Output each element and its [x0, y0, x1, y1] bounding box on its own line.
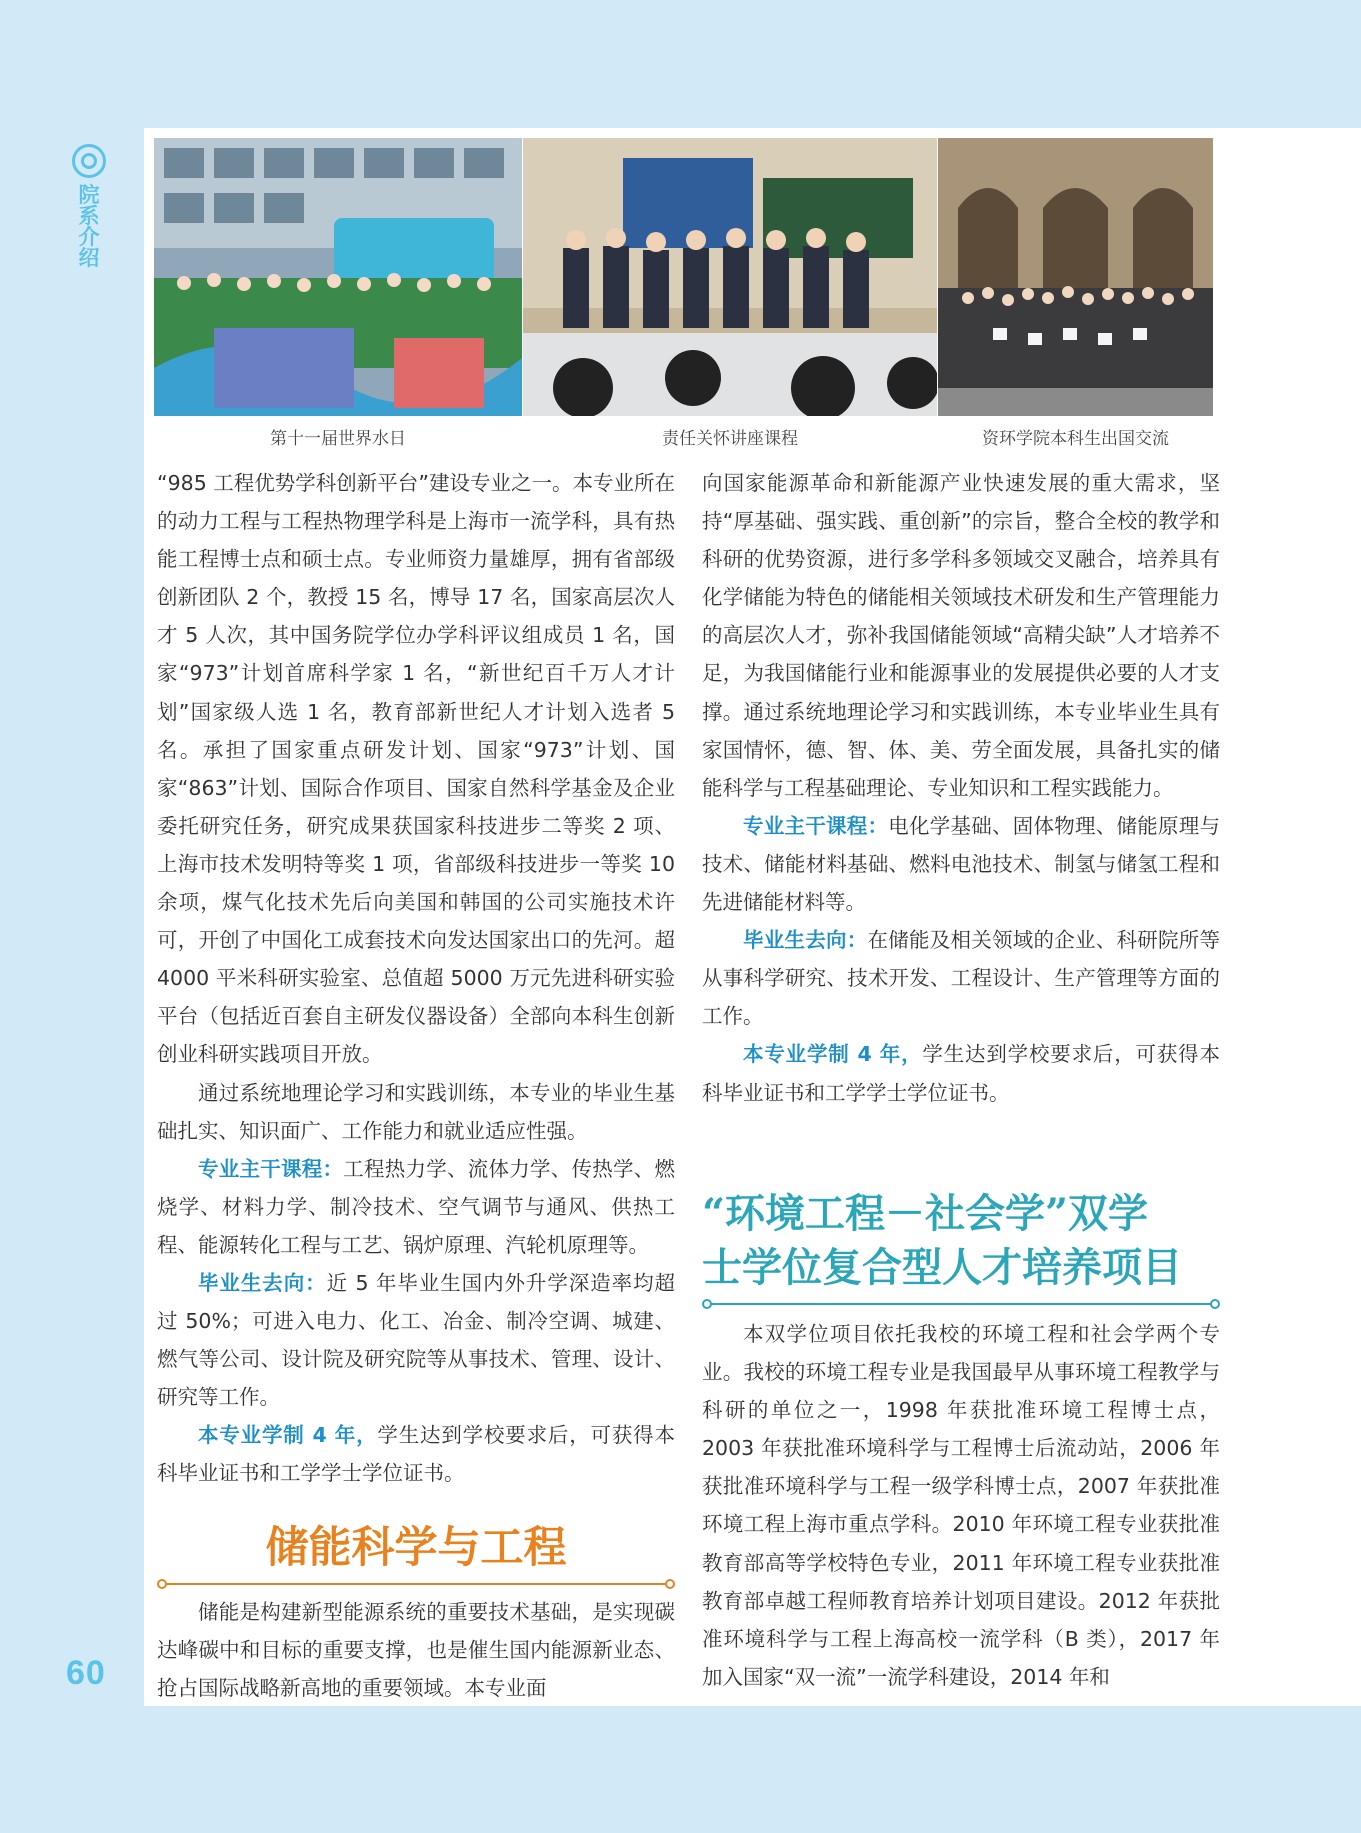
caption-photo-2: 责任关怀讲座课程 [662, 429, 798, 449]
section-divider [165, 1583, 667, 1585]
right-column-continued [702, 1315, 1220, 1696]
paragraph: 本双学位项目依托我校的环境工程和社会学两个专业。我校的环境工程专业是我国最早从事环境工程教学与科研的单位之一，1998 年获批准环境工程博士点，2003 年获批准环境科学与工程博士后流动站，2006 年获批准环境科学与工程一级学科博士点，2007 年获批准环境工程上海市重点学科。2010 年环境工程专业获批准教育部高等学校特色专业，2011 年环境工程专业获批准教育部卓越工程师教育培养计划项目建设。2012 年获批准环境科学与工程上海高校一流学科（B 类），2017 年加入国家“双一流”一流学科建设，2014 年和 [702, 1322, 1220, 1689]
paragraph: 储能是构建新型能源系统的重要技术基础，是实现碳达峰碳中和目标的重要支撑，也是催生国内能源新业态、抢占国际战略新高地的重要领域。本专业面 [157, 1600, 675, 1701]
section-title-energy-storage: 储能科学与工程 [265, 1523, 567, 1573]
paragraph: “985 工程优势学科创新平台”建设专业之一。本专业所在的动力工程与工程热物理学科是上海市一流学科，具有热能工程博士点和硕士点。专业师资力量雄厚，拥有省部级创新团队 2 个，教授 15 名，博导 17 名，国家高层次人才 5 人次，其中国务院学位办学科评议组成员 1 名，国家“973”计划首席科学家 1 名，“新世纪百千万人才计划”国家级人选 1 名，教育部新世纪人才计划入选者 5 名。承担了国家重点研发计划、国家“973”计划、国家“863”计划、国际合作项目、国家自然科学基金及企业委托研究任务，研究成果获国家科技进步二等奖 2 项、上海市技术发明特等奖 1 项，省部级科技进步一等奖 10 余项，煤气化技术先后向美国和韩国的公司实施技术许可，开创了中国化工成套技术向发达国家出口的先河。超 4000 平米科研实验室、总值超 5000 万元先进科研实验平台（包括近百套自主研发仪器设备）全部向本科生创新创业科研实践项目开放。 [157, 471, 675, 1067]
section-title-double-degree [702, 1187, 1220, 1295]
paragraph: 向国家能源革命和新能源产业快速发展的重大需求，坚持“厚基础、强实践、重创新”的宗旨，整合全校的教学和科研的优势资源，进行多学科多领域交叉融合，培养具有化学储能为特色的储能相关领域技术研发和生产管理能力的高层次人才，弥补我国储能领域“高精尖缺”人才培养不足，为我国储能行业和能源事业的发展提供必要的人才支撑。通过系统地理论学习和实践训练，本专业毕业生具有家国情怀，德、智、体、美、劳全面发展，具备扎实的储能科学与工程基础理论、专业知识和工程实践能力。 [702, 471, 1220, 800]
paragraph [702, 1035, 1220, 1111]
keyword-label: 专业主干课程： [743, 813, 889, 838]
paragraph [157, 1264, 675, 1416]
keyword-label: 专业主干课程： [198, 1156, 344, 1181]
keyword-label: 本专业学制 4 年， [198, 1423, 378, 1448]
paragraph: 通过系统地理论学习和实践训练，本专业的毕业生基础扎实、知识面广、工作能力和就业适应性强。 [157, 1080, 675, 1143]
photo-lecture [523, 138, 937, 416]
caption-photo-3: 资环学院本科生出国交流 [982, 429, 1169, 449]
keyword-label: 毕业生去向： [743, 928, 868, 953]
paragraph-text: 电化学基础、固体物理、储能原理与技术、储能材料基础、燃料电池技术、制氢与储氢工程和先进储能材料等。 [702, 813, 1220, 915]
paragraph [157, 1150, 675, 1264]
section-title-line-2: 士学位复合型人才培养项目 [702, 1244, 1182, 1291]
left-column-continued [157, 1593, 675, 1707]
section-divider [710, 1303, 1212, 1305]
photo-world-water-day [154, 138, 522, 416]
paragraph [702, 921, 1220, 1035]
caption-photo-1: 第十一届世界水日 [270, 429, 406, 449]
left-column [157, 464, 675, 1493]
keyword-label: 毕业生去向： [198, 1270, 327, 1295]
right-column [702, 464, 1220, 1112]
photo-exchange [938, 138, 1213, 416]
page-number: 60 [66, 1654, 106, 1692]
keyword-label: 本专业学制 4 年， [743, 1042, 923, 1067]
paragraph [702, 807, 1220, 921]
paragraph-text: 学生达到学校要求后，可获得本科毕业证书和工学学士学位证书。 [157, 1423, 675, 1486]
sidebar-label: 院系介绍 [78, 182, 100, 270]
section-title-line-1: “环境工程－社会学”双学 [702, 1190, 1149, 1237]
paragraph-text: 在储能及相关领域的企业、科研院所等从事科学研究、技术开发、工程设计、生产管理等方面的工作。 [702, 928, 1220, 1029]
paragraph-text: 工程热力学、流体力学、传热学、燃烧学、材料力学、制冷技术、空气调节与通风、供热工程、能源转化工程与工艺、锅炉原理、汽轮机原理等。 [157, 1156, 675, 1257]
paragraph [157, 1416, 675, 1492]
paragraph-text: 近 5 年毕业生国内外升学深造率均超过 50%；可进入电力、化工、冶金、制冷空调、城建、燃气等公司、设计院及研究院等从事技术、管理、设计、研究等工作。 [157, 1270, 676, 1410]
paragraph-text: 学生达到学校要求后，可获得本科毕业证书和工学学士学位证书。 [702, 1042, 1220, 1105]
school-logo-icon [72, 144, 106, 178]
